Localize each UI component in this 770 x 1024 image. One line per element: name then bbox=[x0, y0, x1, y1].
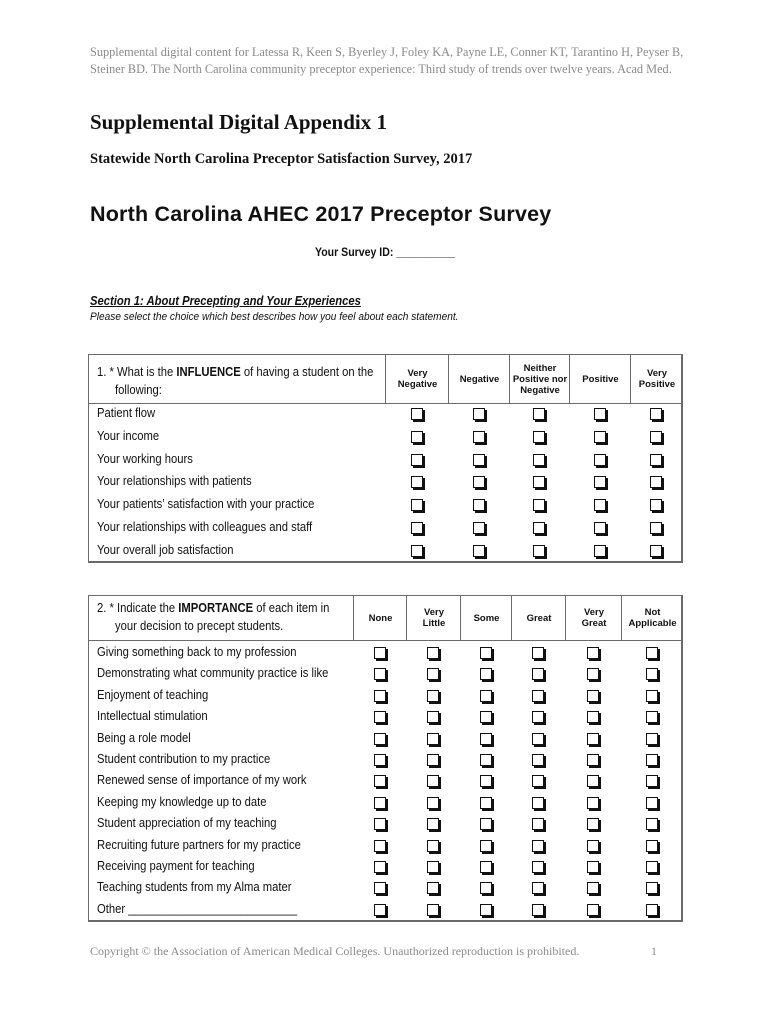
checkbox[interactable] bbox=[427, 840, 439, 852]
checkbox[interactable] bbox=[646, 797, 658, 809]
checkbox[interactable] bbox=[587, 690, 599, 702]
checkbox[interactable] bbox=[533, 476, 545, 488]
question-1-text-start: 1. * What is the bbox=[97, 365, 177, 379]
checkbox[interactable] bbox=[473, 499, 485, 511]
survey-id-label: Your Survey ID: __________ bbox=[314, 245, 456, 259]
checkbox[interactable] bbox=[532, 690, 544, 702]
checkbox[interactable] bbox=[646, 690, 658, 702]
appendix-title: Supplemental Digital Appendix 1 bbox=[90, 110, 387, 134]
question-1-text bbox=[97, 363, 373, 399]
column-header bbox=[569, 355, 631, 403]
checkbox[interactable] bbox=[533, 522, 545, 534]
checkbox[interactable] bbox=[374, 882, 386, 894]
column-header bbox=[630, 355, 683, 403]
checkbox[interactable] bbox=[427, 690, 439, 702]
checkbox[interactable] bbox=[532, 861, 544, 873]
column-header-text: Great bbox=[581, 618, 607, 629]
question-row-label: Renewed sense of importance of my work bbox=[97, 773, 307, 788]
question-row-label: Student contribution to my practice bbox=[97, 752, 271, 766]
column-header bbox=[353, 596, 407, 640]
checkbox[interactable] bbox=[646, 754, 658, 766]
checkbox[interactable] bbox=[427, 668, 439, 680]
checkbox[interactable] bbox=[411, 499, 423, 511]
checkbox[interactable] bbox=[532, 882, 544, 894]
checkbox[interactable] bbox=[427, 797, 439, 809]
question-2-text-end: of each item in bbox=[253, 601, 330, 615]
checkbox[interactable] bbox=[480, 647, 492, 659]
checkbox[interactable] bbox=[587, 647, 599, 659]
question-1-table bbox=[88, 354, 683, 563]
checkbox[interactable] bbox=[532, 647, 544, 659]
checkbox[interactable] bbox=[646, 668, 658, 680]
checkbox[interactable] bbox=[650, 431, 662, 443]
checkbox[interactable] bbox=[480, 775, 492, 787]
question-row-label: Your relationships with colleagues and staff bbox=[97, 520, 313, 534]
checkbox[interactable] bbox=[587, 775, 599, 787]
checkbox[interactable] bbox=[427, 711, 439, 723]
column-header-text: Very bbox=[583, 607, 605, 618]
checkbox[interactable] bbox=[532, 840, 544, 852]
checkbox[interactable] bbox=[480, 904, 492, 916]
checkbox[interactable] bbox=[587, 711, 599, 723]
question-1-keyword: INFLUENCE bbox=[176, 365, 241, 379]
checkbox[interactable] bbox=[427, 647, 439, 659]
question-row-label: Demonstrating what community practice is like bbox=[97, 666, 329, 681]
checkbox[interactable] bbox=[646, 733, 658, 745]
checkbox[interactable] bbox=[650, 545, 662, 557]
column-header bbox=[509, 355, 570, 403]
column-header-text: Applicable bbox=[628, 618, 677, 629]
question-row-label: Intellectual stimulation bbox=[97, 709, 208, 724]
checkbox[interactable] bbox=[411, 408, 423, 420]
checkbox[interactable] bbox=[587, 733, 599, 745]
column-header-text: Great bbox=[526, 612, 552, 624]
checkbox[interactable] bbox=[646, 904, 658, 916]
checkbox[interactable] bbox=[594, 476, 606, 488]
column-header-text: Very bbox=[646, 368, 668, 379]
question-row-label: Patient flow bbox=[97, 406, 156, 420]
checkbox[interactable] bbox=[650, 522, 662, 534]
checkbox[interactable] bbox=[480, 797, 492, 809]
question-row-label: Your relationships with patients bbox=[97, 474, 252, 489]
checkbox[interactable] bbox=[594, 522, 606, 534]
checkbox[interactable] bbox=[374, 775, 386, 787]
question-row-label: Keeping my knowledge up to date bbox=[97, 794, 267, 809]
checkbox[interactable] bbox=[532, 797, 544, 809]
checkbox[interactable] bbox=[473, 476, 485, 488]
checkbox[interactable] bbox=[594, 545, 606, 557]
checkbox[interactable] bbox=[427, 904, 439, 916]
checkbox[interactable] bbox=[480, 840, 492, 852]
checkbox[interactable] bbox=[533, 454, 545, 466]
checkbox[interactable] bbox=[533, 545, 545, 557]
survey-title: North Carolina AHEC 2017 Preceptor Survey bbox=[90, 202, 552, 226]
checkbox[interactable] bbox=[374, 861, 386, 873]
question-row-label: Your working hours bbox=[97, 451, 193, 466]
checkbox[interactable] bbox=[587, 882, 599, 894]
checkbox[interactable] bbox=[646, 711, 658, 723]
column-header bbox=[460, 596, 512, 640]
column-header-text: Positive bbox=[638, 379, 676, 390]
column-header bbox=[448, 355, 510, 403]
header-divider bbox=[89, 640, 681, 641]
question-2-keyword: IMPORTANCE bbox=[178, 601, 254, 615]
checkbox[interactable] bbox=[532, 668, 544, 680]
column-header-text: Very bbox=[407, 368, 428, 379]
checkbox[interactable] bbox=[533, 431, 545, 443]
checkbox[interactable] bbox=[650, 408, 662, 420]
checkbox[interactable] bbox=[646, 882, 658, 894]
checkbox[interactable] bbox=[587, 861, 599, 873]
checkbox[interactable] bbox=[650, 476, 662, 488]
checkbox[interactable] bbox=[480, 861, 492, 873]
checkbox[interactable] bbox=[532, 733, 544, 745]
checkbox[interactable] bbox=[587, 668, 599, 680]
question-row-label: Other ___________________________ bbox=[97, 901, 298, 916]
citation-note: Supplemental digital content for Latessa R, Keen S, Byerley J, Foley KA, Payne LE, Conner KT, Tarantino H, Peyser B, Steiner BD. The North Carolina community preceptor experience: Third study of trends over twelve years. Acad Med. bbox=[90, 45, 684, 76]
checkbox[interactable] bbox=[650, 499, 662, 511]
section-heading: Section 1: About Precepting and Your Experiences bbox=[90, 294, 361, 308]
checkbox[interactable] bbox=[374, 818, 386, 830]
column-header bbox=[511, 596, 566, 640]
question-row-label: Receiving payment for teaching bbox=[97, 859, 255, 873]
checkbox[interactable] bbox=[411, 454, 423, 466]
checkbox[interactable] bbox=[646, 647, 658, 659]
checkbox[interactable] bbox=[650, 454, 662, 466]
question-2-table bbox=[88, 595, 683, 922]
checkbox[interactable] bbox=[532, 904, 544, 916]
column-header-text: Very bbox=[423, 607, 445, 618]
column-header bbox=[621, 596, 683, 640]
column-header-text: Some bbox=[473, 612, 500, 624]
checkbox[interactable] bbox=[427, 733, 439, 745]
page-number: 1 bbox=[651, 944, 657, 958]
checkbox[interactable] bbox=[587, 797, 599, 809]
column-header bbox=[565, 596, 622, 640]
column-header-text: Positive nor bbox=[512, 373, 568, 385]
question-row-label: Student appreciation of my teaching bbox=[97, 816, 277, 831]
column-header bbox=[385, 355, 449, 403]
checkbox[interactable] bbox=[594, 408, 606, 420]
checkbox[interactable] bbox=[473, 408, 485, 420]
checkbox[interactable] bbox=[480, 882, 492, 894]
column-header-text: Neither bbox=[523, 362, 557, 374]
checkbox[interactable] bbox=[374, 754, 386, 766]
checkbox[interactable] bbox=[480, 668, 492, 680]
checkbox[interactable] bbox=[411, 431, 423, 443]
column-header-text: Little bbox=[422, 618, 446, 629]
header-divider bbox=[89, 403, 681, 404]
column-header-text: Negative bbox=[520, 384, 560, 396]
checkbox[interactable] bbox=[480, 711, 492, 723]
checkbox[interactable] bbox=[374, 733, 386, 745]
question-2-text-start: 2. * Indicate the bbox=[97, 601, 179, 615]
question-2-text-line2: your decision to precept students. bbox=[115, 619, 284, 633]
question-row-label: Enjoyment of teaching bbox=[97, 687, 209, 702]
checkbox[interactable] bbox=[374, 840, 386, 852]
column-header-text: None bbox=[368, 612, 393, 624]
checkbox[interactable] bbox=[473, 454, 485, 466]
checkbox[interactable] bbox=[427, 775, 439, 787]
checkbox[interactable] bbox=[532, 711, 544, 723]
checkbox[interactable] bbox=[480, 754, 492, 766]
checkbox[interactable] bbox=[374, 647, 386, 659]
copyright-notice: Copyright © the Association of American Medical Colleges. Unauthorized reproduction is prohibited. bbox=[90, 944, 580, 958]
checkbox[interactable] bbox=[374, 797, 386, 809]
checkbox[interactable] bbox=[594, 431, 606, 443]
checkbox[interactable] bbox=[411, 476, 423, 488]
checkbox[interactable] bbox=[587, 754, 599, 766]
checkbox[interactable] bbox=[480, 690, 492, 702]
question-2-text bbox=[97, 599, 329, 635]
question-row-label: Being a role model bbox=[97, 730, 191, 745]
column-header-text: Negative bbox=[459, 373, 500, 385]
question-1-text-end: of having a student on the bbox=[240, 365, 374, 379]
question-row-label: Your income bbox=[97, 428, 160, 443]
question-row-label: Recruiting future partners for my practice bbox=[97, 837, 301, 852]
question-row-label: Your patients’ satisfaction with your practice bbox=[97, 497, 315, 512]
checkbox[interactable] bbox=[473, 545, 485, 557]
checkbox[interactable] bbox=[473, 431, 485, 443]
checkbox[interactable] bbox=[374, 668, 386, 680]
checkbox[interactable] bbox=[374, 690, 386, 702]
checkbox[interactable] bbox=[427, 754, 439, 766]
question-row-label: Your overall job satisfaction bbox=[97, 542, 234, 557]
question-row-label: Giving something back to my profession bbox=[97, 645, 297, 659]
checkbox[interactable] bbox=[587, 840, 599, 852]
checkbox[interactable] bbox=[533, 408, 545, 420]
checkbox[interactable] bbox=[427, 882, 439, 894]
checkbox[interactable] bbox=[532, 754, 544, 766]
checkbox[interactable] bbox=[646, 818, 658, 830]
column-header-text: Negative bbox=[397, 379, 438, 390]
checkbox[interactable] bbox=[411, 545, 423, 557]
checkbox[interactable] bbox=[532, 775, 544, 787]
question-1-text-line2: following: bbox=[115, 383, 162, 397]
checkbox[interactable] bbox=[427, 861, 439, 873]
checkbox[interactable] bbox=[480, 818, 492, 830]
checkbox[interactable] bbox=[646, 861, 658, 873]
section-instruction: Please select the choice which best describes how you feel about each statement. bbox=[90, 311, 459, 323]
column-header-text: Positive bbox=[582, 373, 619, 385]
checkbox[interactable] bbox=[646, 775, 658, 787]
checkbox[interactable] bbox=[374, 904, 386, 916]
checkbox[interactable] bbox=[646, 840, 658, 852]
checkbox[interactable] bbox=[374, 711, 386, 723]
checkbox[interactable] bbox=[587, 904, 599, 916]
checkbox[interactable] bbox=[473, 522, 485, 534]
checkbox[interactable] bbox=[594, 454, 606, 466]
question-row-label: Teaching students from my Alma mater bbox=[97, 880, 292, 895]
column-header-text: Not bbox=[644, 607, 661, 618]
checkbox[interactable] bbox=[533, 499, 545, 511]
appendix-subtitle: Statewide North Carolina Preceptor Satisfaction Survey, 2017 bbox=[90, 151, 473, 167]
column-header bbox=[406, 596, 461, 640]
checkbox[interactable] bbox=[532, 818, 544, 830]
checkbox[interactable] bbox=[594, 499, 606, 511]
checkbox[interactable] bbox=[411, 522, 423, 534]
checkbox[interactable] bbox=[427, 818, 439, 830]
checkbox[interactable] bbox=[480, 733, 492, 745]
checkbox[interactable] bbox=[587, 818, 599, 830]
